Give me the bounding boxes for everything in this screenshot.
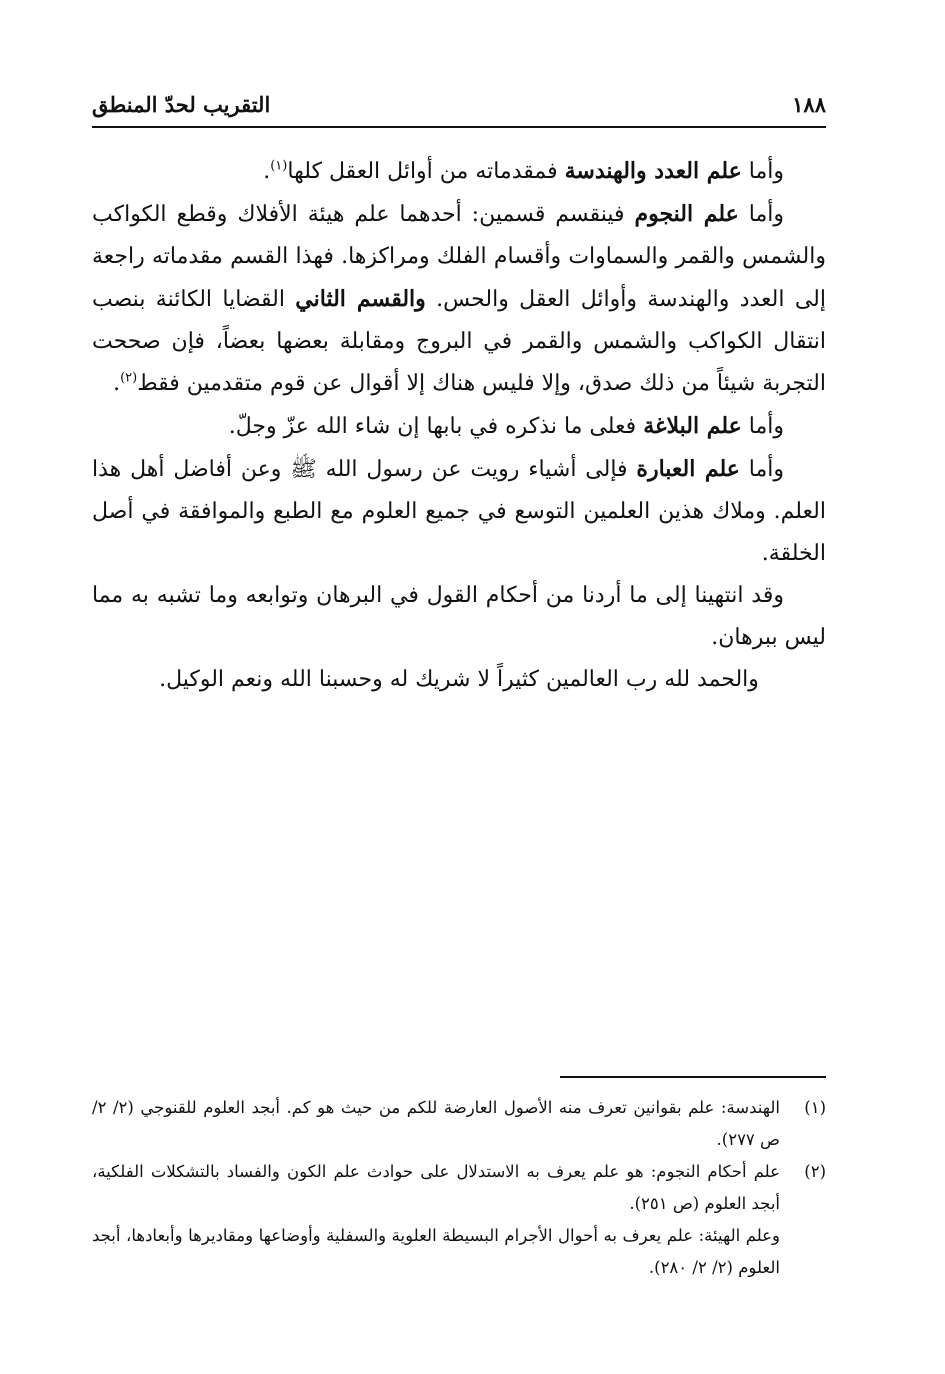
footnote-number: (٢) [804,1162,826,1181]
footnote-2 [92,1156,826,1220]
text-run: . [113,371,121,396]
footnote-text: الهندسة: علم بقوانين تعرف منه الأصول العارضة للكم من حيث هو كم. أبجد العلوم للقنوجي (٢/ ٢/ ص ٢٧٧). [92,1098,780,1149]
bold-term: علم العدد والهندسة [564,158,742,184]
bold-term: علم العبارة [636,456,740,482]
paragraph-conclusion: وقد انتهينا إلى ما أردنا من أحكام القول في البرهان وتوابعه وما تشبه به مما ليس ببرهان. [92,583,826,650]
bold-term: علم البلاغة [643,413,742,439]
text-run: وأما [738,202,785,227]
text-run: فينقسم قسمين: أحدهما علم هيئة الأفلاك وقطع الكواكب والشمس والقمر والسماوات وأقسام الفلك ومراكزها. فهذا القسم مقدماته راجعة إلى العدد والهندسة وأوائل العقل والحس. [92,202,826,312]
footnote-ref[interactable]: (٢) [120,370,138,386]
text-run: وأما [741,414,784,439]
page-number: ١٨٨ [792,92,826,117]
bold-term: والقسم الثاني [295,286,426,312]
text-run: فإلى أشياء رويت عن رسول الله ﷺ وعن أفاضل أهل هذا العلم. وملاك هذين العلمين التوسع في جميع العلوم مع الطبع والموافقة في أصل الخلقة. [92,457,826,566]
text-run: وأما [741,159,784,184]
footnote-1 [92,1092,826,1156]
footnote-text: علم أحكام النجوم: هو علم يعرف به الاستدلال على حوادث علم الكون والفساد بالتشكلات الفلكية، أبجد العلوم (ص ٢٥١). [92,1162,780,1213]
footnote-ref[interactable]: (١) [270,158,288,174]
paragraph-arithmetic-geometry [92,150,826,193]
footnotes [92,1092,826,1284]
text-run: فمقدماته من أوائل العقل كلها [287,159,565,184]
page-header [92,92,826,128]
bold-term: علم النجوم [634,201,739,227]
text-run: . [263,159,271,184]
paragraph-dream-interpretation [92,448,826,575]
footnote-separator [560,1076,826,1078]
text-run: فعلى ما نذكره في بابها إن شاء الله عزّ وجلّ. [228,414,644,439]
main-text [92,150,826,701]
paragraph-astronomy [92,193,826,405]
closing-praise: والحمد لله رب العالمين كثيراً لا شريك له وحسبنا الله ونعم الوكيل. [159,667,759,692]
text-run: القضايا الكائنة بنصب انتقال الكواكب والشمس والقمر في البروج ومقابلة بعضها بعضاً، فإن صححت التجربة شيئاً من ذلك صدق، وإلا فليس هناك إلا أقوال عن قوم متقدمين فقط [92,287,826,396]
footnote-2-continuation: وعلم الهيئة: علم يعرف به أحوال الأجرام البسيطة العلوية والسفلية وأوضاعها ومقاديرها وأبعادها، أبجد العلوم (٢/ ٢/ ٢٨٠). [92,1226,780,1277]
text-run: وأما [739,457,784,482]
paragraph-rhetoric [92,405,826,448]
running-title: التقريب لحدّ المنطق [92,92,271,117]
footnote-number: (١) [804,1098,826,1117]
